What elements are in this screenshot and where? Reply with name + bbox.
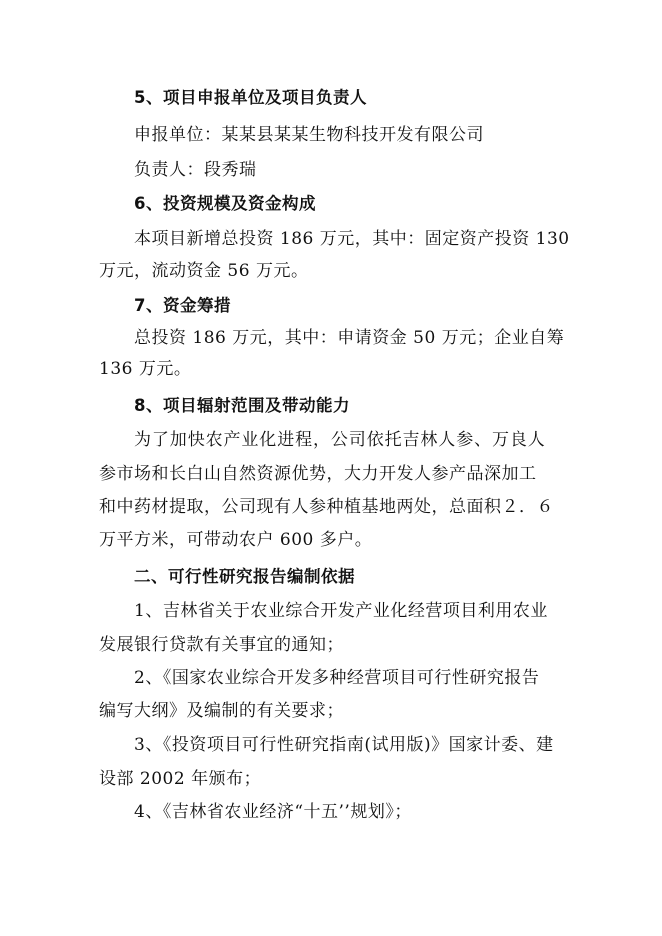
section-6-text-line-2: 万元，流动资金 56 万元。 [99,261,309,281]
section-8-text-line-1: 为了加快农产业化进程，公司依托吉林人参、万良人 [134,430,546,450]
basis-item-3-line-1: 3、《投资项目可行性研究指南(试用版)》国家计委、建 [134,735,554,755]
section-6-heading: 6、投资规模及资金构成 [134,194,316,213]
section-5-project-leader: 负责人：段秀瑞 [134,160,257,180]
basis-item-2-line-2: 编写大纲》及编制的有关要求； [99,701,344,721]
basis-item-3-line-2: 设部 2002 年颁布； [99,769,262,789]
part-2-heading: 二、可行性研究报告编制依据 [134,567,355,586]
section-8-text-line-4: 万平方米，可带动农户 600 多户。 [99,530,373,550]
section-5-applicant-unit: 申报单位：某某县某某生物科技开发有限公司 [134,125,484,145]
basis-item-1-line-2: 发展银行贷款有关事宜的通知； [99,635,344,655]
basis-item-2-line-1: 2、《国家农业综合开发多种经营项目可行性研究报告 [134,668,540,688]
section-8-text-line-2: 参市场和长白山自然资源优势，大力开发人参产品深加工 [99,464,537,484]
section-7-heading: 7、资金筹措 [134,296,231,315]
basis-item-4-line-1: 4、《吉林省农业经济“十五’’规划》； [134,802,412,822]
section-8-text-line-3: 和中药材提取，公司现有人参种植基地两处，总面积２．６ [99,497,554,517]
section-5-heading: 5、项目申报单位及项目负责人 [134,88,367,107]
section-6-text-line-1: 本项目新增总投资 186 万元，其中：固定资产投资 130 [134,229,570,249]
section-8-heading: 8、项目辐射范围及带动能力 [134,396,350,415]
basis-item-1-line-1: 1、吉林省关于农业综合开发产业化经营项目利用农业 [134,601,548,621]
section-7-text-line-2: 136 万元。 [99,359,192,379]
section-7-text-line-1: 总投资 186 万元，其中：申请资金 50 万元；企业自筹 [134,328,565,348]
